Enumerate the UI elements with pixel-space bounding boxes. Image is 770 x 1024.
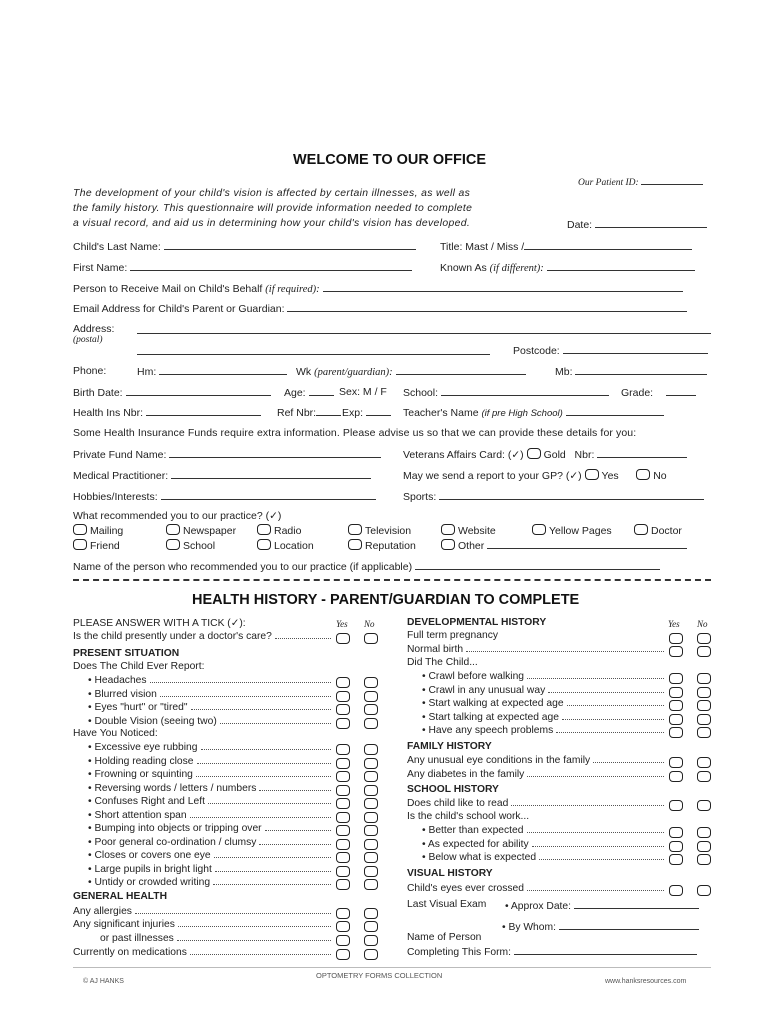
known-as-field[interactable]: Known As (if different): [440, 261, 695, 274]
gold-checkbox[interactable] [527, 448, 541, 459]
right-yes-header: Yes [668, 619, 680, 629]
name-of-person-label: Name of Person [407, 932, 482, 943]
yes-checkbox[interactable] [336, 771, 350, 782]
developmental-heading: DEVELOPMENTAL HISTORY [407, 617, 547, 628]
recommend-option-label: Friend [90, 540, 120, 552]
right-no-header: No [697, 619, 708, 629]
leader-dots [191, 701, 331, 710]
no-checkbox[interactable] [364, 758, 378, 769]
insurance-note: Some Health Insurance Funds require extra information. Please advise us so that we can provide these details for you: [73, 427, 637, 439]
yes-checkbox[interactable] [336, 704, 350, 715]
no-checkbox[interactable] [697, 771, 711, 782]
school-item: • Below what is expected [422, 851, 664, 863]
footer-website: www.hanksresources.com [605, 978, 687, 985]
recommend-checkbox[interactable] [441, 539, 455, 550]
sex-field[interactable]: Sex: M / F [339, 386, 387, 398]
no-checkbox[interactable] [697, 885, 711, 896]
leader-dots [275, 630, 331, 639]
report-item: • Eyes "hurt" or "tired" [88, 701, 331, 713]
noticed-item: • Reversing words / letters / numbers [88, 782, 331, 794]
recommend-checkbox[interactable] [441, 524, 455, 535]
school-history-heading: SCHOOL HISTORY [407, 784, 499, 795]
health-ins-field[interactable]: Health Ins Nbr: [73, 406, 261, 419]
approx-date-field[interactable]: • Approx Date: [505, 899, 699, 912]
leader-dots [532, 838, 664, 847]
recommend-option-label: Radio [274, 525, 302, 537]
leader-dots [177, 932, 331, 941]
leader-dots [527, 768, 664, 777]
footer-rule [73, 967, 711, 968]
teacher-name-field[interactable]: Teacher's Name (if pre High School) [403, 406, 664, 419]
footer-collection: OPTOMETRY FORMS COLLECTION [316, 971, 443, 980]
email-field[interactable]: Email Address for Child's Parent or Guardian: [73, 302, 687, 315]
medical-practitioner-field[interactable]: Medical Practitioner: [73, 469, 371, 482]
recommend-option-label: School [183, 540, 216, 552]
recommend-checkbox[interactable] [348, 524, 362, 535]
footer-copyright: © AJ HANKS [83, 978, 124, 985]
noticed-item: • Confuses Right and Left [88, 795, 331, 807]
noticed-item: • Bumping into objects or tripping over [88, 822, 331, 834]
leader-dots [213, 876, 331, 885]
work-phone-field[interactable]: Wk (parent/guardian): [296, 365, 526, 378]
recommend-option-label: Yellow Pages [549, 525, 612, 537]
date-field[interactable]: Date: [567, 218, 707, 231]
yes-checkbox[interactable] [336, 633, 350, 644]
illnesses-question: or past illnesses [100, 932, 331, 944]
under-care-question: Is the child presently under a doctor's care? [73, 630, 331, 642]
leader-dots [160, 688, 331, 697]
yes-checkbox[interactable] [336, 879, 350, 890]
no-checkbox[interactable] [364, 691, 378, 702]
no-checkbox[interactable] [697, 714, 711, 725]
school-item: • As expected for ability [422, 838, 664, 850]
no-checkbox[interactable] [364, 812, 378, 823]
present-situation-heading: PRESENT SITUATION [73, 648, 180, 659]
recommend-option-location[interactable] [257, 539, 314, 552]
yes-checkbox[interactable] [336, 935, 350, 946]
no-checkbox[interactable] [364, 949, 378, 960]
recommend-option-yellow-pages[interactable] [532, 524, 612, 537]
completing-form-field[interactable]: Completing This Form: [407, 945, 697, 958]
leader-dots [556, 724, 664, 733]
no-checkbox[interactable] [364, 839, 378, 850]
recommend-option-doctor[interactable] [634, 524, 682, 537]
noticed-item: • Holding reading close [88, 755, 331, 767]
recommender-name-field[interactable]: Name of the person who recommended you to our practice (if applicable) [73, 560, 660, 573]
family-history-heading: FAMILY HISTORY [407, 741, 492, 752]
page-title: WELCOME TO OUR OFFICE [293, 152, 487, 168]
gp-no-checkbox[interactable] [636, 469, 650, 480]
address-line-1[interactable] [137, 333, 711, 334]
no-checkbox[interactable] [364, 771, 378, 782]
recommend-option-label: Website [458, 525, 496, 537]
leader-dots [593, 754, 664, 763]
have-noticed-label: Have You Noticed: [73, 728, 158, 739]
yes-checkbox[interactable] [336, 949, 350, 960]
recommend-option-label: Newspaper [183, 525, 237, 537]
no-checkbox[interactable] [364, 852, 378, 863]
phone-label: Phone: [73, 365, 107, 377]
yes-checkbox[interactable] [336, 785, 350, 796]
leader-dots [527, 824, 664, 833]
no-checkbox[interactable] [697, 854, 711, 865]
yes-checkbox[interactable] [669, 646, 683, 657]
recommend-checkbox[interactable] [73, 524, 87, 535]
patient-id-label: Our Patient ID: [578, 175, 703, 188]
no-checkbox[interactable] [697, 646, 711, 657]
noticed-item: • Untidy or crowded writing [88, 876, 331, 888]
leader-dots [178, 918, 331, 927]
no-checkbox[interactable] [364, 744, 378, 755]
recommend-checkbox[interactable] [166, 524, 180, 535]
no-checkbox[interactable] [697, 800, 711, 811]
recommend-option-label: Other [458, 540, 485, 552]
tick-instruction: PLEASE ANSWER WITH A TICK (✓): [73, 618, 246, 629]
leader-dots [527, 882, 664, 891]
recommend-checkbox[interactable] [634, 524, 648, 535]
health-history-title: HEALTH HISTORY - PARENT/GUARDIAN TO COMPLETE [192, 592, 580, 608]
recommend-checkbox[interactable] [532, 524, 546, 535]
medications-question: Currently on medications [73, 946, 331, 958]
recommend-option-mailing[interactable] [73, 524, 123, 537]
recommend-checkbox[interactable] [166, 539, 180, 550]
no-checkbox[interactable] [697, 757, 711, 768]
yes-checkbox[interactable] [669, 727, 683, 738]
no-checkbox[interactable] [364, 785, 378, 796]
yes-checkbox[interactable] [336, 718, 350, 729]
leader-dots [214, 849, 331, 858]
report-item: • Headaches [88, 674, 331, 686]
yes-checkbox[interactable] [669, 800, 683, 811]
address-postal-note: (postal) [73, 335, 103, 345]
first-name-field[interactable]: First Name: [73, 261, 412, 274]
noticed-item: • Closes or covers one eye [88, 849, 331, 861]
recommend-option-label: Doctor [651, 525, 682, 537]
leader-dots [190, 946, 331, 955]
hobbies-field[interactable]: Hobbies/Interests: [73, 490, 376, 503]
leader-dots [135, 905, 331, 914]
full-term-question: Full term pregnancy [407, 630, 498, 641]
general-health-heading: GENERAL HEALTH [73, 891, 168, 902]
recommend-checkbox[interactable] [73, 539, 87, 550]
normal-birth-question: Normal birth [407, 643, 664, 655]
address-label: Address: [73, 323, 115, 335]
no-checkbox[interactable] [364, 704, 378, 715]
leader-dots [220, 715, 331, 724]
yes-checkbox[interactable] [336, 839, 350, 850]
recommend-checkbox[interactable] [257, 524, 271, 535]
noticed-item: • Poor general co-ordination / clumsy [88, 836, 331, 848]
left-no-header: No [364, 619, 375, 629]
leader-dots [208, 795, 331, 804]
no-checkbox[interactable] [364, 879, 378, 890]
yes-checkbox[interactable] [336, 866, 350, 877]
left-yes-header: Yes [336, 619, 348, 629]
report-item: • Blurred vision [88, 688, 331, 700]
recommend-option-label: Reputation [365, 540, 416, 552]
dev-item: • Have any speech problems [422, 724, 664, 736]
yes-checkbox[interactable] [336, 691, 350, 702]
no-checkbox[interactable] [697, 727, 711, 738]
mail-recipient-field[interactable]: Person to Receive Mail on Child's Behalf (if required): [73, 282, 683, 295]
postcode-field[interactable]: Postcode: [513, 344, 708, 357]
no-checkbox[interactable] [364, 633, 378, 644]
exp-field[interactable]: Exp: [342, 406, 391, 419]
yes-checkbox[interactable] [669, 757, 683, 768]
no-checkbox[interactable] [364, 798, 378, 809]
allergies-question: Any allergies [73, 905, 331, 917]
noticed-item: • Excessive eye rubbing [88, 741, 331, 753]
injuries-question: Any significant injuries [73, 918, 331, 930]
recommend-checkbox[interactable] [257, 539, 271, 550]
report-item: • Double Vision (seeing two) [88, 715, 331, 727]
school-work-label: Is the child's school work... [407, 811, 530, 822]
leader-dots [548, 684, 664, 693]
recommend-option-label: Location [274, 540, 314, 552]
noticed-item: • Short attention span [88, 809, 331, 821]
no-checkbox[interactable] [697, 700, 711, 711]
grade-field[interactable]: Grade: [621, 386, 696, 399]
leader-dots [190, 809, 331, 818]
yes-checkbox[interactable] [336, 758, 350, 769]
no-checkbox[interactable] [364, 935, 378, 946]
leader-dots [562, 711, 664, 720]
leader-dots [215, 863, 331, 872]
title-field[interactable]: Title: Mast / Miss / [440, 240, 692, 253]
does-report-label: Does The Child Ever Report: [73, 661, 205, 672]
dev-item: • Start talking at expected age [422, 711, 664, 723]
recommend-option-reputation[interactable] [348, 539, 416, 552]
dev-item: • Crawl before walking [422, 670, 664, 682]
recommend-question: What recommended you to our practice? (✓) [73, 510, 282, 522]
leader-dots [265, 822, 331, 831]
leader-dots [527, 670, 664, 679]
family-eye-question: Any unusual eye conditions in the family [407, 754, 664, 766]
recommend-option-website[interactable] [441, 524, 496, 537]
recommend-option-label: Television [365, 525, 412, 537]
yes-checkbox[interactable] [336, 908, 350, 919]
private-fund-field[interactable]: Private Fund Name: [73, 448, 381, 461]
noticed-item: • Large pupils in bright light [88, 863, 331, 875]
no-checkbox[interactable] [364, 866, 378, 877]
yes-checkbox[interactable] [669, 827, 683, 838]
no-checkbox[interactable] [364, 825, 378, 836]
intro-text: The development of your child's vision is affected by certain illnesses, as well as the family history. This questionnaire will provide information needed to complete a visual record, and aid us in determining how your child's vision has developed. [73, 188, 473, 229]
yes-checkbox[interactable] [669, 673, 683, 684]
ref-nbr-field[interactable]: Ref Nbr: [277, 406, 341, 419]
no-checkbox[interactable] [697, 687, 711, 698]
no-checkbox[interactable] [697, 673, 711, 684]
childs-last-name-field[interactable]: Child's Last Name: [73, 240, 416, 253]
no-checkbox[interactable] [697, 841, 711, 852]
address-line-2[interactable] [137, 354, 490, 355]
birth-date-field[interactable]: Birth Date: [73, 386, 271, 399]
yes-checkbox[interactable] [669, 885, 683, 896]
yes-checkbox[interactable] [336, 812, 350, 823]
noticed-item: • Frowning or squinting [88, 768, 331, 780]
section-divider [73, 579, 711, 581]
yes-checkbox[interactable] [336, 677, 350, 688]
yes-checkbox[interactable] [336, 852, 350, 863]
yes-checkbox[interactable] [669, 714, 683, 725]
leader-dots [259, 782, 331, 791]
no-checkbox[interactable] [697, 633, 711, 644]
leader-dots [201, 741, 331, 750]
no-checkbox[interactable] [697, 827, 711, 838]
yes-checkbox[interactable] [669, 771, 683, 782]
age-field[interactable]: Age: [284, 386, 334, 399]
did-child-label: Did The Child... [407, 657, 478, 668]
veterans-card-field[interactable]: Veterans Affairs Card: (✓) Gold Nbr: [403, 448, 687, 461]
yes-checkbox[interactable] [336, 921, 350, 932]
dev-item: • Start walking at expected age [422, 697, 664, 709]
last-visual-exam-label: Last Visual Exam [407, 899, 487, 910]
leader-dots [150, 674, 331, 683]
recommend-option-newspaper[interactable] [166, 524, 236, 537]
yes-checkbox[interactable] [669, 841, 683, 852]
yes-checkbox[interactable] [336, 825, 350, 836]
eyes-crossed-question: Child's eyes ever crossed [407, 882, 664, 894]
yes-checkbox[interactable] [669, 633, 683, 644]
dev-item: • Crawl in any unusual way [422, 684, 664, 696]
school-field[interactable]: School: [403, 386, 609, 399]
yes-checkbox[interactable] [336, 744, 350, 755]
visual-history-heading: VISUAL HISTORY [407, 868, 493, 879]
recommend-option-television[interactable] [348, 524, 411, 537]
no-checkbox[interactable] [364, 677, 378, 688]
leader-dots [539, 851, 664, 860]
leader-dots [259, 836, 331, 845]
gp-yes-checkbox[interactable] [585, 469, 599, 480]
leader-dots [511, 797, 664, 806]
school-item: • Better than expected [422, 824, 664, 836]
no-checkbox[interactable] [364, 718, 378, 729]
family-diabetes-question: Any diabetes in the family [407, 768, 664, 780]
by-whom-field[interactable]: • By Whom: [502, 920, 699, 933]
recommend-option-radio[interactable] [257, 524, 301, 537]
yes-checkbox[interactable] [336, 798, 350, 809]
yes-checkbox[interactable] [669, 700, 683, 711]
recommend-option-other[interactable] [441, 539, 687, 552]
recommend-checkbox[interactable] [348, 539, 362, 550]
leader-dots [466, 643, 664, 652]
recommend-option-label: Mailing [90, 525, 124, 537]
recommend-option-friend[interactable] [73, 539, 120, 552]
like-read-question: Does child like to read [407, 797, 664, 809]
gp-report-question: May we send a report to your GP? (✓) Yes No [403, 470, 667, 482]
mobile-phone-field[interactable]: Mb: [555, 365, 707, 378]
leader-dots [567, 697, 664, 706]
no-checkbox[interactable] [364, 921, 378, 932]
yes-checkbox[interactable] [669, 854, 683, 865]
home-phone-field[interactable]: Hm: [137, 365, 287, 378]
sports-field[interactable]: Sports: [403, 490, 704, 503]
yes-checkbox[interactable] [669, 687, 683, 698]
recommend-option-school[interactable] [166, 539, 215, 552]
leader-dots [196, 768, 331, 777]
no-checkbox[interactable] [364, 908, 378, 919]
leader-dots [197, 755, 331, 764]
